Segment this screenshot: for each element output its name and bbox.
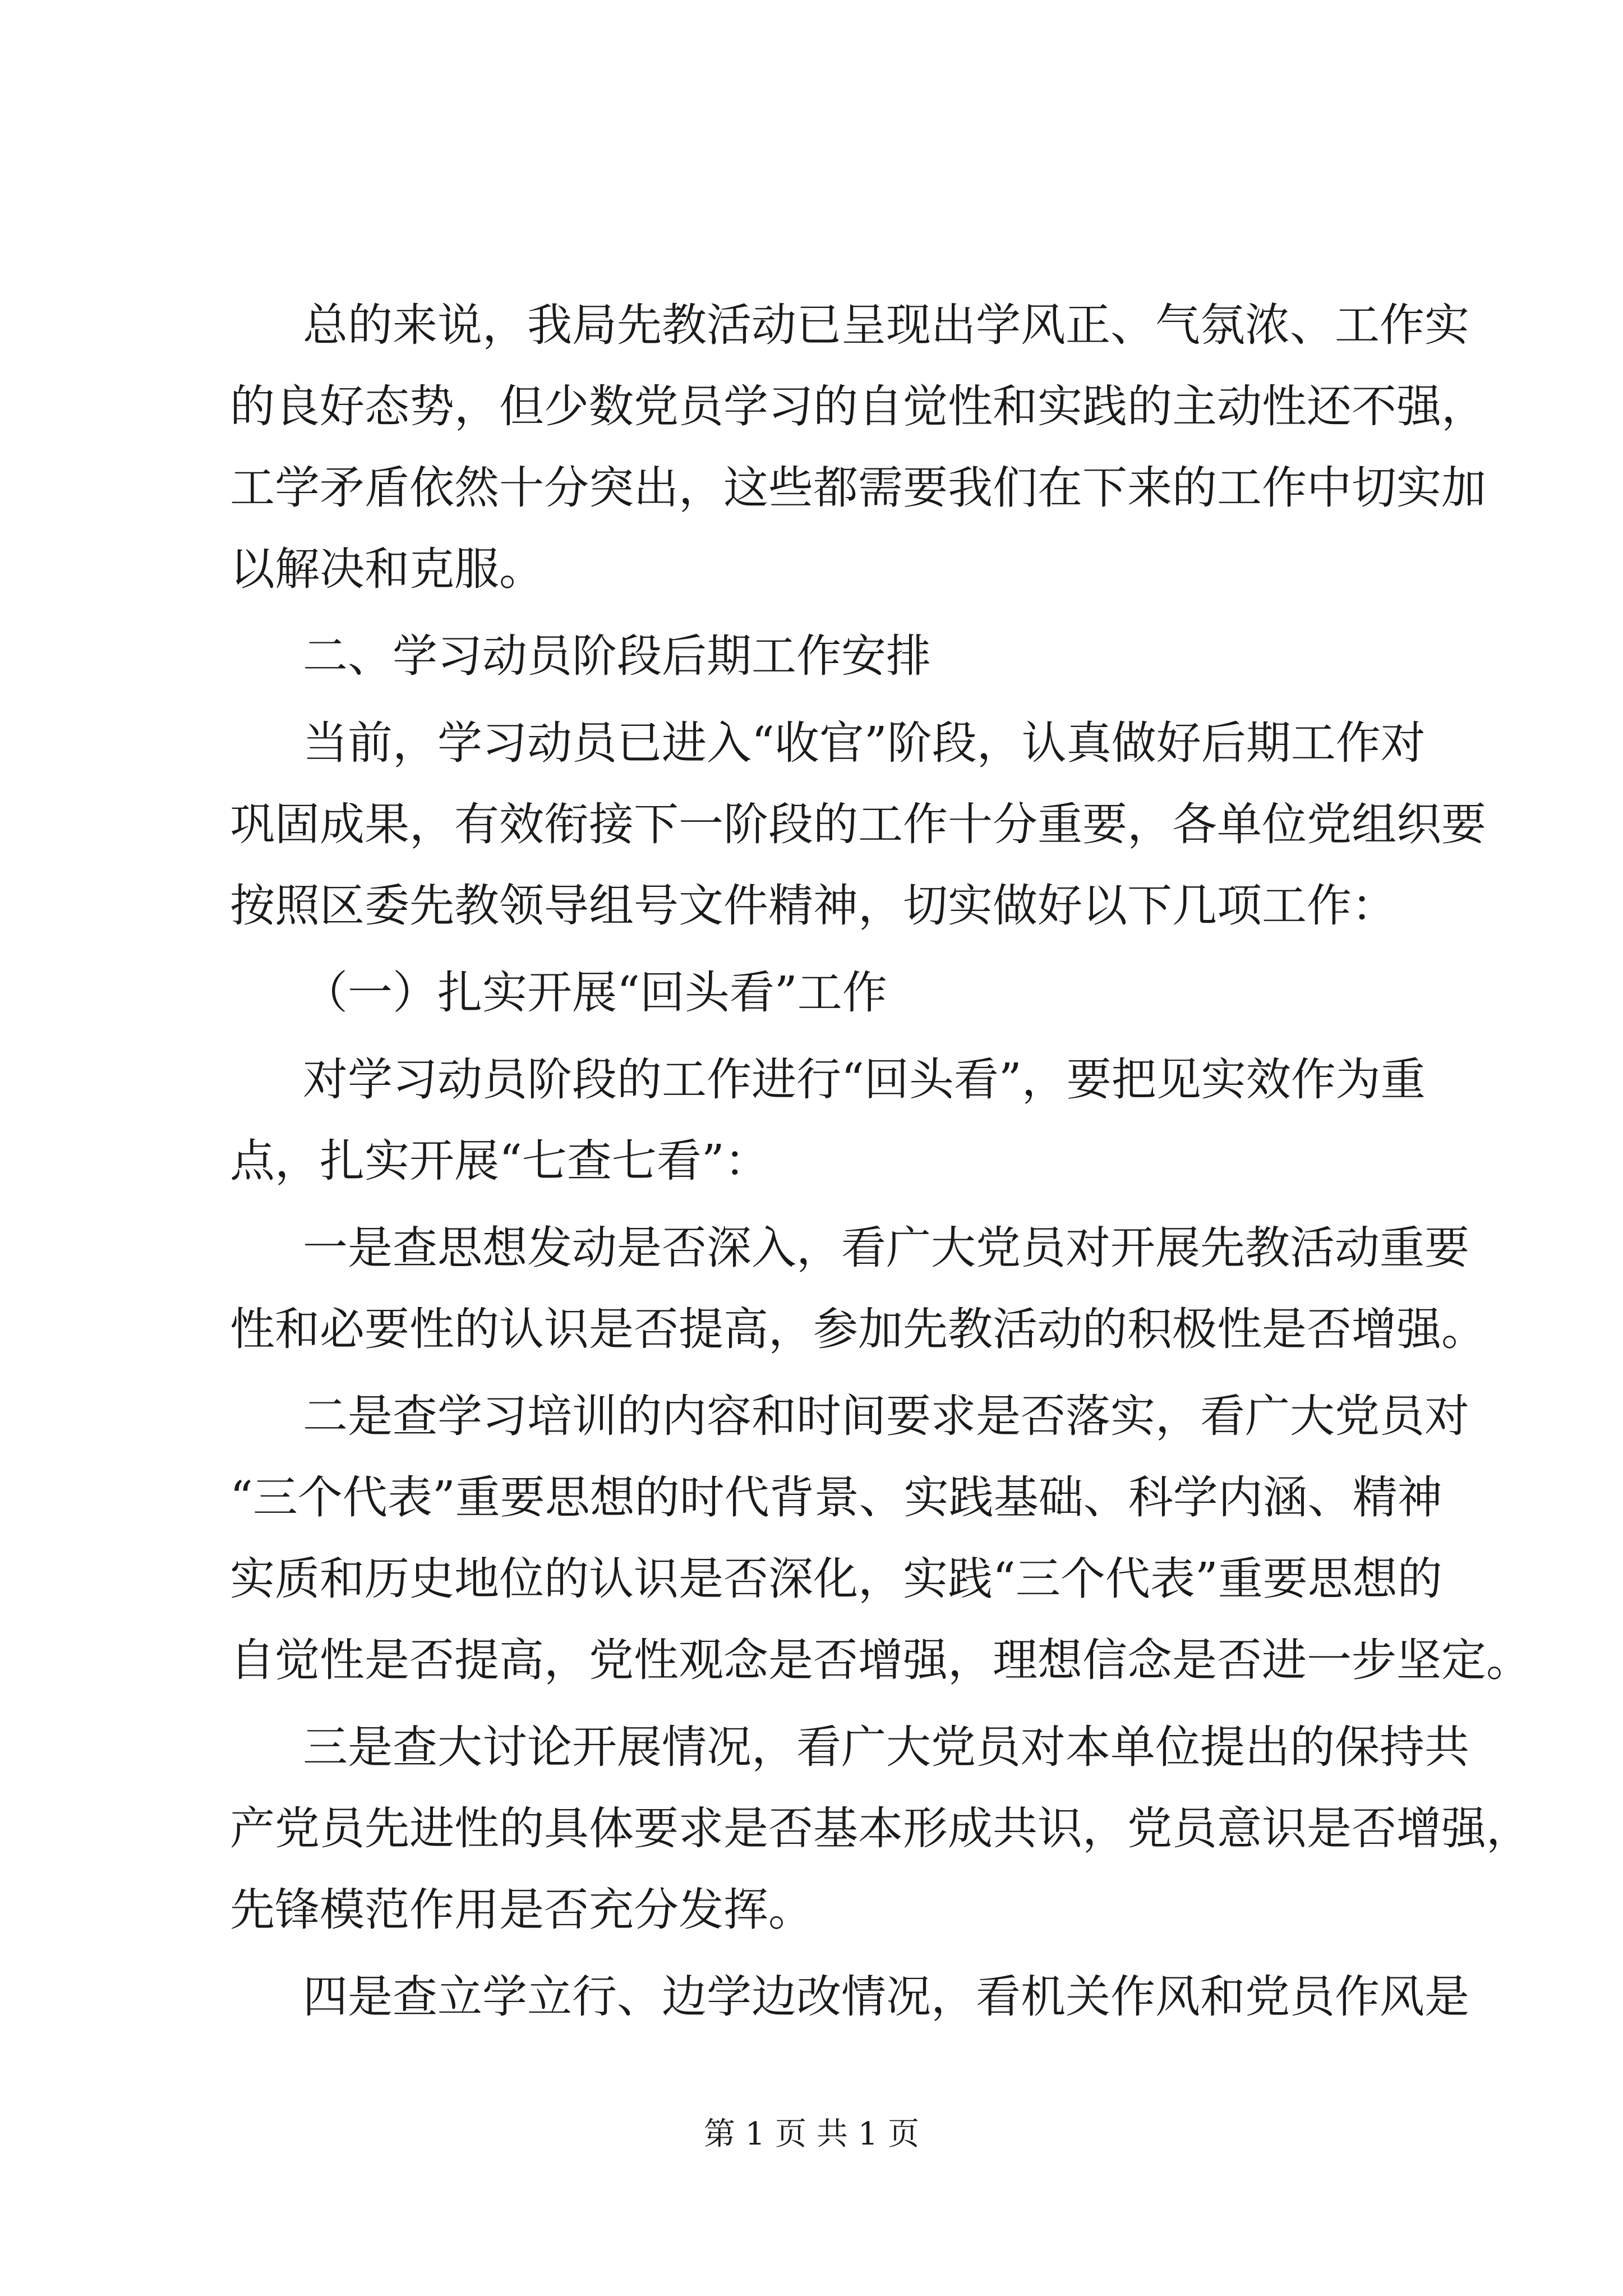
- paragraph-line-21: 四是查立学立行、边学边改情况，看机关作风和党员作风是: [303, 1971, 1469, 2023]
- paragraph-line-8: 按照区委先教领导组号文件精神，切实做好以下几项工作：: [230, 880, 1396, 932]
- page-footer: 第 1 页 共 1 页: [703, 2116, 920, 2152]
- section-heading-2: 二、学习动员阶段后期工作安排: [303, 630, 931, 682]
- paragraph-line-3: 工学矛盾依然十分突出，这些都需要我们在下来的工作中切实加: [230, 462, 1486, 514]
- paragraph-line-13: 性和必要性的认识是否提高，参加先教活动的积极性是否增强。: [230, 1303, 1486, 1355]
- paragraph-line-4: 以解决和克服。: [230, 543, 544, 595]
- paragraph-line-20: 先锋模范作用是否充分发挥。: [230, 1884, 813, 1936]
- subsection-heading-1: （一）扎实开展“回头看”工作: [303, 967, 887, 1019]
- paragraph-line-7: 巩固成果，有效衔接下一阶段的工作十分重要，各单位党组织要: [230, 798, 1486, 850]
- paragraph-line-11: 点，扎实开展“七查七看”：: [230, 1135, 769, 1187]
- paragraph-line-16: 实质和历史地位的认识是否深化，实践“三个代表”重要思想的: [230, 1553, 1442, 1605]
- paragraph-line-19: 产党员先进性的具体要求是否基本形成共识，党员意识是否增强，: [230, 1802, 1531, 1855]
- paragraph-line-12: 一是查思想发动是否深入，看广大党员对开展先教活动重要: [303, 1222, 1469, 1274]
- paragraph-line-17: 自觉性是否提高，党性观念是否增强，理想信念是否进一步坚定。: [230, 1634, 1531, 1686]
- paragraph-line-10: 对学习动员阶段的工作进行“回头看”，要把见实效作为重: [303, 1053, 1426, 1106]
- paragraph-line-15: “三个代表”重要思想的时代背景、实践基础、科学内涵、精神: [230, 1471, 1442, 1524]
- paragraph-line-2: 的良好态势，但少数党员学习的自觉性和实践的主动性还不强，: [230, 380, 1486, 432]
- paragraph-line-1: 总的来说，我局先教活动已呈现出学风正、气氛浓、工作实: [303, 299, 1469, 351]
- paragraph-line-18: 三是查大讨论开展情况，看广大党员对本单位提出的保持共: [303, 1721, 1469, 1773]
- paragraph-line-6: 当前，学习动员已进入“收官”阶段，认真做好后期工作对: [303, 717, 1426, 769]
- paragraph-line-14: 二是查学习培训的内容和时间要求是否落实，看广大党员对: [303, 1390, 1469, 1442]
